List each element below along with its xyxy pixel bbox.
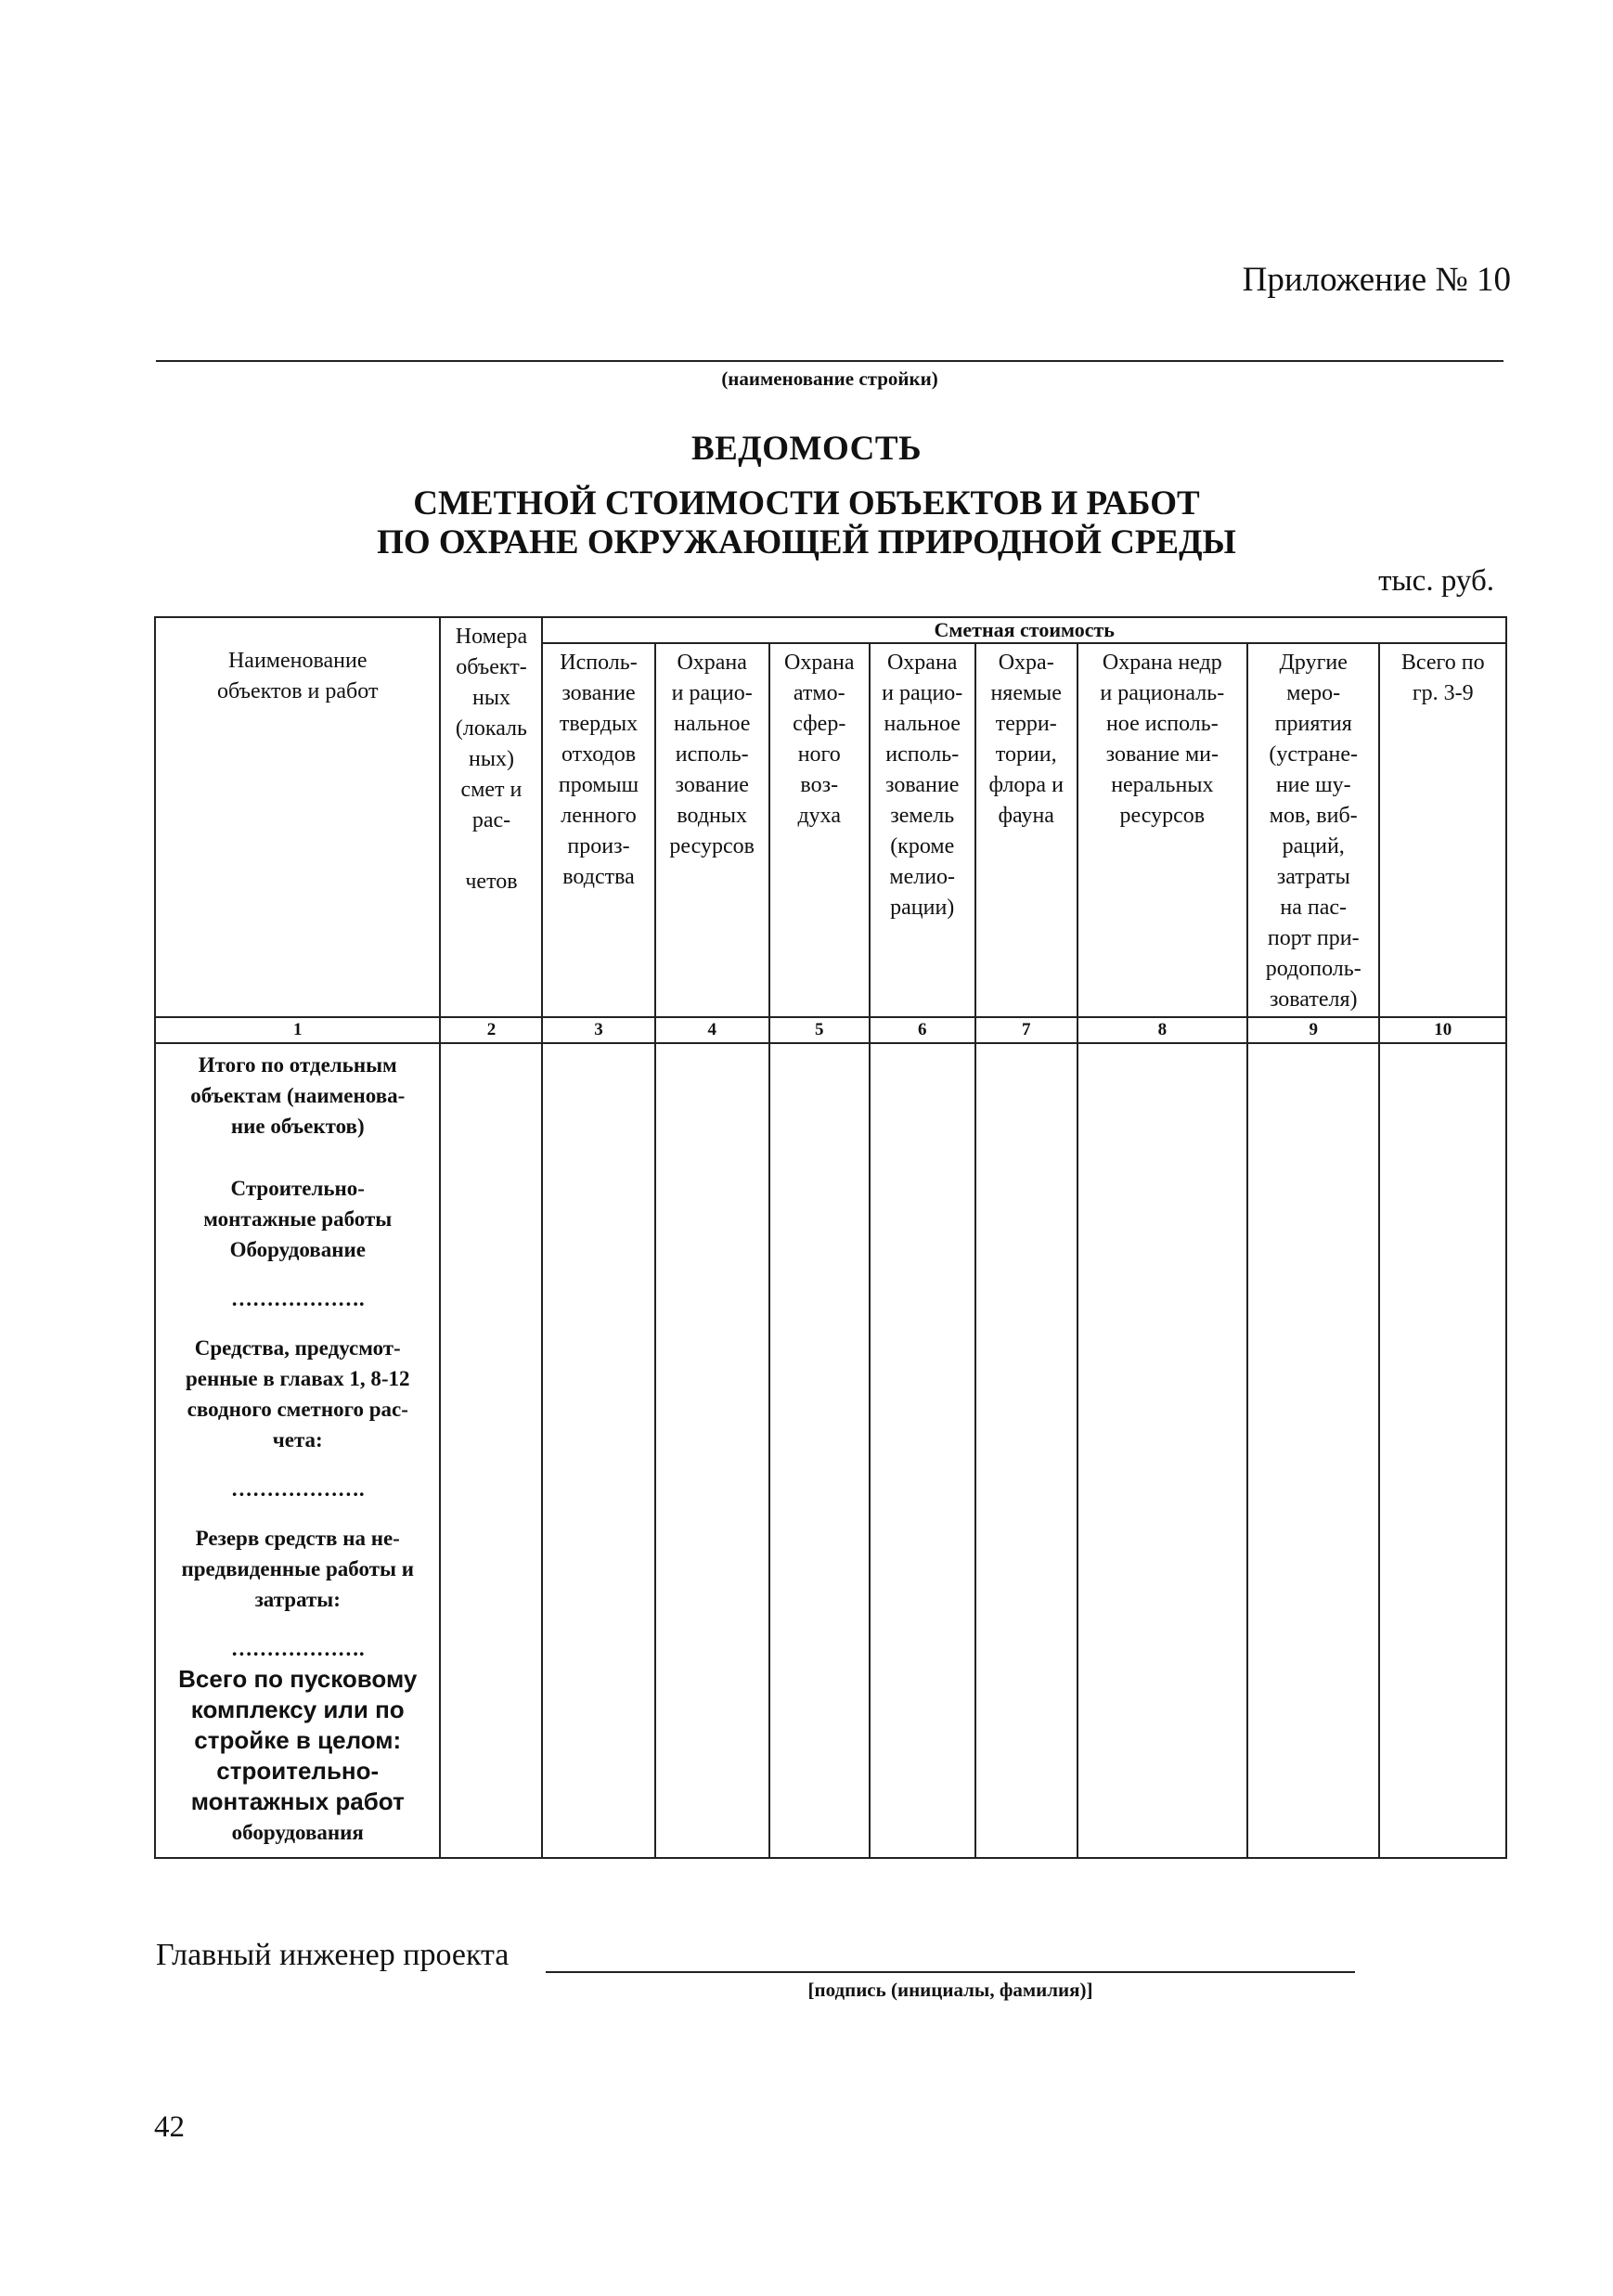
document-title: ВЕДОМОСТЬ [690,430,923,468]
header-object-name: Наименование объектов и работ [155,617,440,1017]
header-solid-waste: Исполь- зование твердых отходов промыш ленного произ- водства [542,643,654,1017]
chief-engineer-label: Главный инженер проекта [156,1938,510,1972]
row-placeholder-dots: ………………. [230,1477,365,1501]
cost-table [154,616,1507,1859]
page-number: 42 [154,2110,185,2144]
header-water-resources: Охрана и рацио- нальное исполь- зование водных ресурсов [655,643,769,1017]
row-equipment: Оборудование [229,1238,366,1261]
data-cell [769,1043,870,1858]
header-other-measures: Другие меро- приятия (устране- ние шу- мов, виб- раций, затраты на пас- порт при- родополь- зователя) [1247,643,1380,1017]
header-air-protection: Охрана атмо- сфер- ного воз- духа [769,643,870,1017]
header-total: Всего по гр. 3-9 [1379,643,1506,1017]
construction-name-caption: (наименование стройки) [721,368,938,390]
column-number: 3 [542,1017,654,1043]
column-number: 8 [1077,1017,1247,1043]
row-per-object-total: Итого по отдельным объектам (наименова- ние объектов) [190,1053,406,1138]
row-placeholder-dots: ………………. [230,1287,365,1310]
data-cell [975,1043,1077,1858]
column-number: 1 [155,1017,440,1043]
row-chapter-funds: Средства, предусмот- ренные в главах 1, 8-12 сводного сметного рас- чета: [185,1336,410,1451]
column-number: 10 [1379,1017,1506,1043]
data-cell [870,1043,975,1858]
column-number: 7 [975,1017,1077,1043]
signature-caption: [подпись (инициалы, фамилия)] [807,1979,1093,2001]
signature-line [546,1971,1355,1973]
header-estimate-numbers: Номера объект- ных (локаль ных) смет и рас- четов [440,617,542,1017]
header-mineral-resources: Охрана недр и рациональ- ное исполь- зование ми- неральных ресурсов [1077,643,1247,1017]
subtitle-line-1: СМЕТНОЙ СТОИМОСТИ ОБЪЕКТОВ И РАБОТ [413,484,1200,522]
header-estimated-cost: Сметная стоимость [542,617,1506,643]
row-names-cell [155,1043,440,1858]
data-cell [440,1043,542,1858]
construction-name-line [156,360,1503,362]
row-reserve-funds: Резерв средств на не- предвиденные работы и затраты: [181,1527,414,1611]
data-cell [1077,1043,1247,1858]
column-number: 2 [440,1017,542,1043]
column-number: 4 [655,1017,769,1043]
column-number: 9 [1247,1017,1380,1043]
units-label: тыс. руб. [1378,564,1494,598]
column-number: 5 [769,1017,870,1043]
row-construction-works: Строительно- монтажные работы [203,1177,393,1231]
document-subtitle [0,484,1613,562]
header-land-protection: Охрана и рацио- нальное исполь- зование земель (кроме мелио- рации) [870,643,975,1017]
column-number: 6 [870,1017,975,1043]
data-cell [1247,1043,1380,1858]
subtitle-line-2: ПО ОХРАНЕ ОКРУЖАЮЩЕЙ ПРИРОДНОЙ СРЕДЫ [377,523,1236,561]
row-grand-total: Всего по пусковому комплексу или по стройке в целом: строительно- монтажных работ [178,1665,418,1815]
data-cell [1379,1043,1506,1858]
data-cell [655,1043,769,1858]
header-protected-territories: Охра- няемые терри- тории, флора и фауна [975,643,1077,1017]
data-cell [542,1043,654,1858]
row-placeholder-dots: ………………. [230,1637,365,1660]
appendix-label: Приложение № 10 [1242,261,1511,299]
row-equipment-total: оборудования [231,1821,364,1844]
